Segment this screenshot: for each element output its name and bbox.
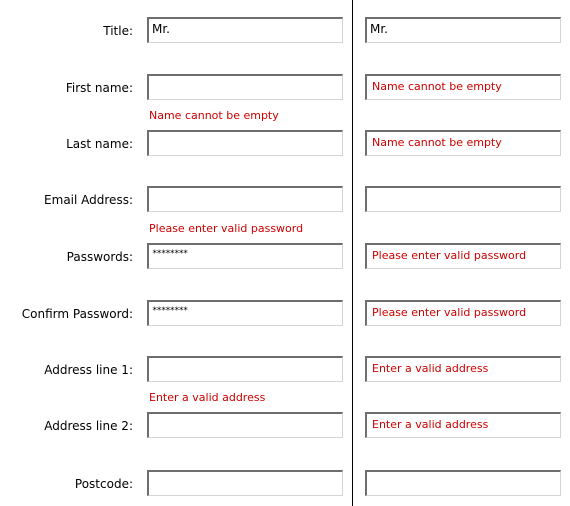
title-field[interactable]: Mr. bbox=[147, 17, 343, 43]
passwords-label: Passwords: bbox=[66, 250, 133, 264]
address-line-1-field-alt[interactable]: Enter a valid address bbox=[365, 356, 561, 382]
last-name-label: Last name: bbox=[66, 137, 133, 151]
email-label: Email Address: bbox=[44, 193, 133, 207]
title-field-alt[interactable]: Mr. bbox=[365, 17, 561, 43]
last-name-field-alt[interactable]: Name cannot be empty bbox=[365, 130, 561, 156]
address-line-1-label: Address line 1: bbox=[44, 363, 133, 377]
password-field[interactable]: ******** bbox=[147, 243, 343, 269]
address-line-2-field-alt[interactable]: Enter a valid address bbox=[365, 412, 561, 438]
postcode-field-alt[interactable] bbox=[365, 470, 561, 496]
postcode-field[interactable] bbox=[147, 470, 343, 496]
first-name-field-alt[interactable]: Name cannot be empty bbox=[365, 74, 561, 100]
first-name-error: Name cannot be empty bbox=[149, 109, 279, 122]
confirm-password-label: Confirm Password: bbox=[21, 307, 133, 321]
email-error: Please enter valid password bbox=[149, 222, 304, 235]
email-field[interactable] bbox=[147, 186, 343, 212]
title-label: Title: bbox=[103, 24, 133, 38]
password-field-alt[interactable]: Please enter valid password bbox=[365, 243, 561, 269]
email-field-alt[interactable] bbox=[365, 186, 561, 212]
confirm-password-field[interactable]: ******** bbox=[147, 300, 343, 326]
column-divider bbox=[352, 0, 353, 506]
address-line-2-field[interactable] bbox=[147, 412, 343, 438]
address-line-1-error: Enter a valid address bbox=[149, 391, 266, 404]
first-name-label: First name: bbox=[65, 81, 133, 95]
postcode-label: Postcode: bbox=[74, 477, 133, 491]
address-line-1-field[interactable] bbox=[147, 356, 343, 382]
last-name-field[interactable] bbox=[147, 130, 343, 156]
confirm-password-field-alt[interactable]: Please enter valid password bbox=[365, 300, 561, 326]
address-line-2-label: Address line 2: bbox=[44, 419, 133, 433]
first-name-field[interactable] bbox=[147, 74, 343, 100]
